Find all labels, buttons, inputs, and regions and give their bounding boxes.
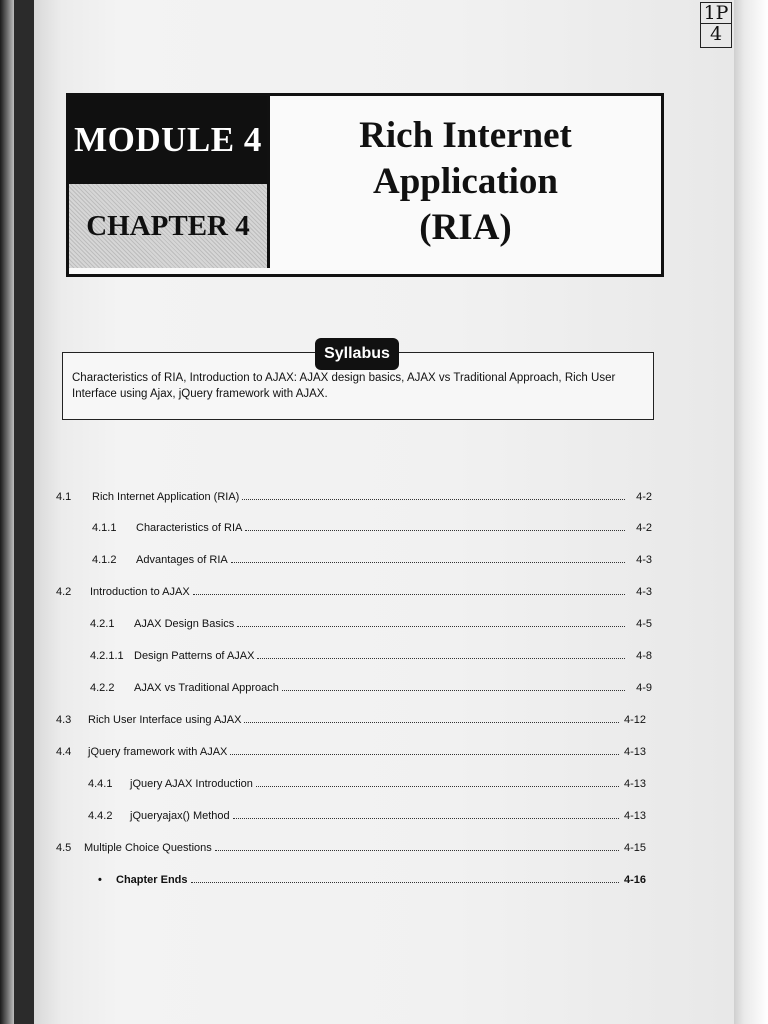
toc-page: 4-15 bbox=[623, 842, 646, 854]
toc-number: 4.1.1 bbox=[92, 522, 117, 534]
toc-label: Chapter Ends bbox=[116, 874, 188, 886]
toc-row[interactable] bbox=[90, 649, 652, 662]
toc-leader-dots bbox=[215, 841, 619, 851]
toc-page: 4-16 bbox=[623, 874, 646, 886]
toc-label: Advantages of RIA bbox=[136, 554, 228, 566]
module-label: MODULE 4 bbox=[69, 96, 267, 184]
page-number-top: 1P bbox=[701, 3, 731, 24]
toc-page: 4-3 bbox=[636, 586, 652, 598]
toc-page: 4-9 bbox=[636, 682, 652, 694]
toc-page: 4-3 bbox=[636, 554, 652, 566]
toc-label: jQuery framework with AJAX bbox=[88, 746, 228, 758]
toc-leader-dots bbox=[242, 490, 625, 500]
toc-label: Characteristics of RIA bbox=[136, 522, 243, 534]
toc-number: 4.2.1 bbox=[90, 618, 115, 630]
toc-leader-dots bbox=[237, 617, 625, 627]
toc-label: jQueryajax() Method bbox=[130, 810, 230, 822]
toc-number: 4.4 bbox=[56, 746, 72, 758]
toc-label: AJAX Design Basics bbox=[134, 618, 235, 630]
toc-number: 4.2.2 bbox=[90, 682, 115, 694]
toc-leader-dots bbox=[193, 585, 625, 595]
toc-page: 4-12 bbox=[623, 714, 646, 726]
toc-page: 4-2 bbox=[636, 491, 652, 503]
toc-leader-dots bbox=[231, 553, 625, 563]
toc-leader-dots bbox=[191, 873, 619, 883]
toc-row[interactable] bbox=[92, 553, 652, 566]
chapter-title-line2: (RIA) bbox=[419, 207, 512, 248]
toc-leader-dots bbox=[244, 713, 619, 723]
toc-page: 4-13 bbox=[623, 778, 646, 790]
bullet-icon: • bbox=[98, 874, 102, 886]
toc-row[interactable] bbox=[88, 809, 646, 822]
page-number-bottom: 4 bbox=[709, 23, 723, 45]
toc-leader-dots bbox=[245, 521, 625, 531]
toc-row[interactable] bbox=[98, 873, 646, 886]
toc-row[interactable] bbox=[56, 841, 646, 854]
toc-number: 4.1.2 bbox=[92, 554, 117, 566]
toc-number: 4.2 bbox=[56, 586, 72, 598]
toc-label: Rich Internet Application (RIA) bbox=[92, 491, 240, 503]
toc-leader-dots bbox=[230, 745, 619, 755]
chapter-label: CHAPTER 4 bbox=[69, 184, 267, 268]
toc-label: AJAX vs Traditional Approach bbox=[134, 682, 279, 694]
syllabus-label: Syllabus bbox=[315, 338, 399, 370]
toc-row[interactable] bbox=[90, 617, 652, 630]
chapter-title-line1: Rich Internet Application bbox=[359, 115, 572, 202]
toc-row[interactable] bbox=[56, 745, 646, 758]
toc-page: 4-8 bbox=[636, 650, 652, 662]
toc-page: 4-5 bbox=[636, 618, 652, 630]
toc-page: 4-2 bbox=[636, 522, 652, 534]
syllabus-text: Characteristics of RIA, Introduction to AJAX: AJAX design basics, AJAX vs Traditional Approach, Rich User Interface using Ajax, jQuery framework with AJAX. bbox=[72, 372, 616, 400]
toc-page: 4-13 bbox=[623, 810, 646, 822]
toc-row[interactable] bbox=[56, 713, 646, 726]
toc-row[interactable] bbox=[56, 585, 652, 598]
toc-label: Design Patterns of AJAX bbox=[134, 650, 255, 662]
toc-leader-dots bbox=[282, 681, 625, 691]
toc-label: Multiple Choice Questions bbox=[84, 842, 212, 854]
toc-label: jQuery AJAX Introduction bbox=[130, 778, 253, 790]
toc-label: Introduction to AJAX bbox=[90, 586, 190, 598]
toc-number: 4.3 bbox=[56, 714, 72, 726]
toc-row[interactable] bbox=[90, 681, 652, 694]
toc-number: 4.1 bbox=[56, 491, 72, 503]
toc-number: 4.4.1 bbox=[88, 778, 113, 790]
toc-row[interactable] bbox=[88, 777, 646, 790]
toc-label: Rich User Interface using AJAX bbox=[88, 714, 242, 726]
toc-leader-dots bbox=[256, 777, 619, 787]
toc-leader-dots bbox=[257, 649, 625, 659]
toc-leader-dots bbox=[233, 809, 619, 819]
toc-number: 4.4.2 bbox=[88, 810, 113, 822]
toc-number: 4.2.1.1 bbox=[90, 650, 124, 662]
toc-row[interactable] bbox=[56, 490, 652, 503]
toc-number: 4.5 bbox=[56, 842, 72, 854]
toc-row[interactable] bbox=[92, 521, 652, 534]
toc-page: 4-13 bbox=[623, 746, 646, 758]
